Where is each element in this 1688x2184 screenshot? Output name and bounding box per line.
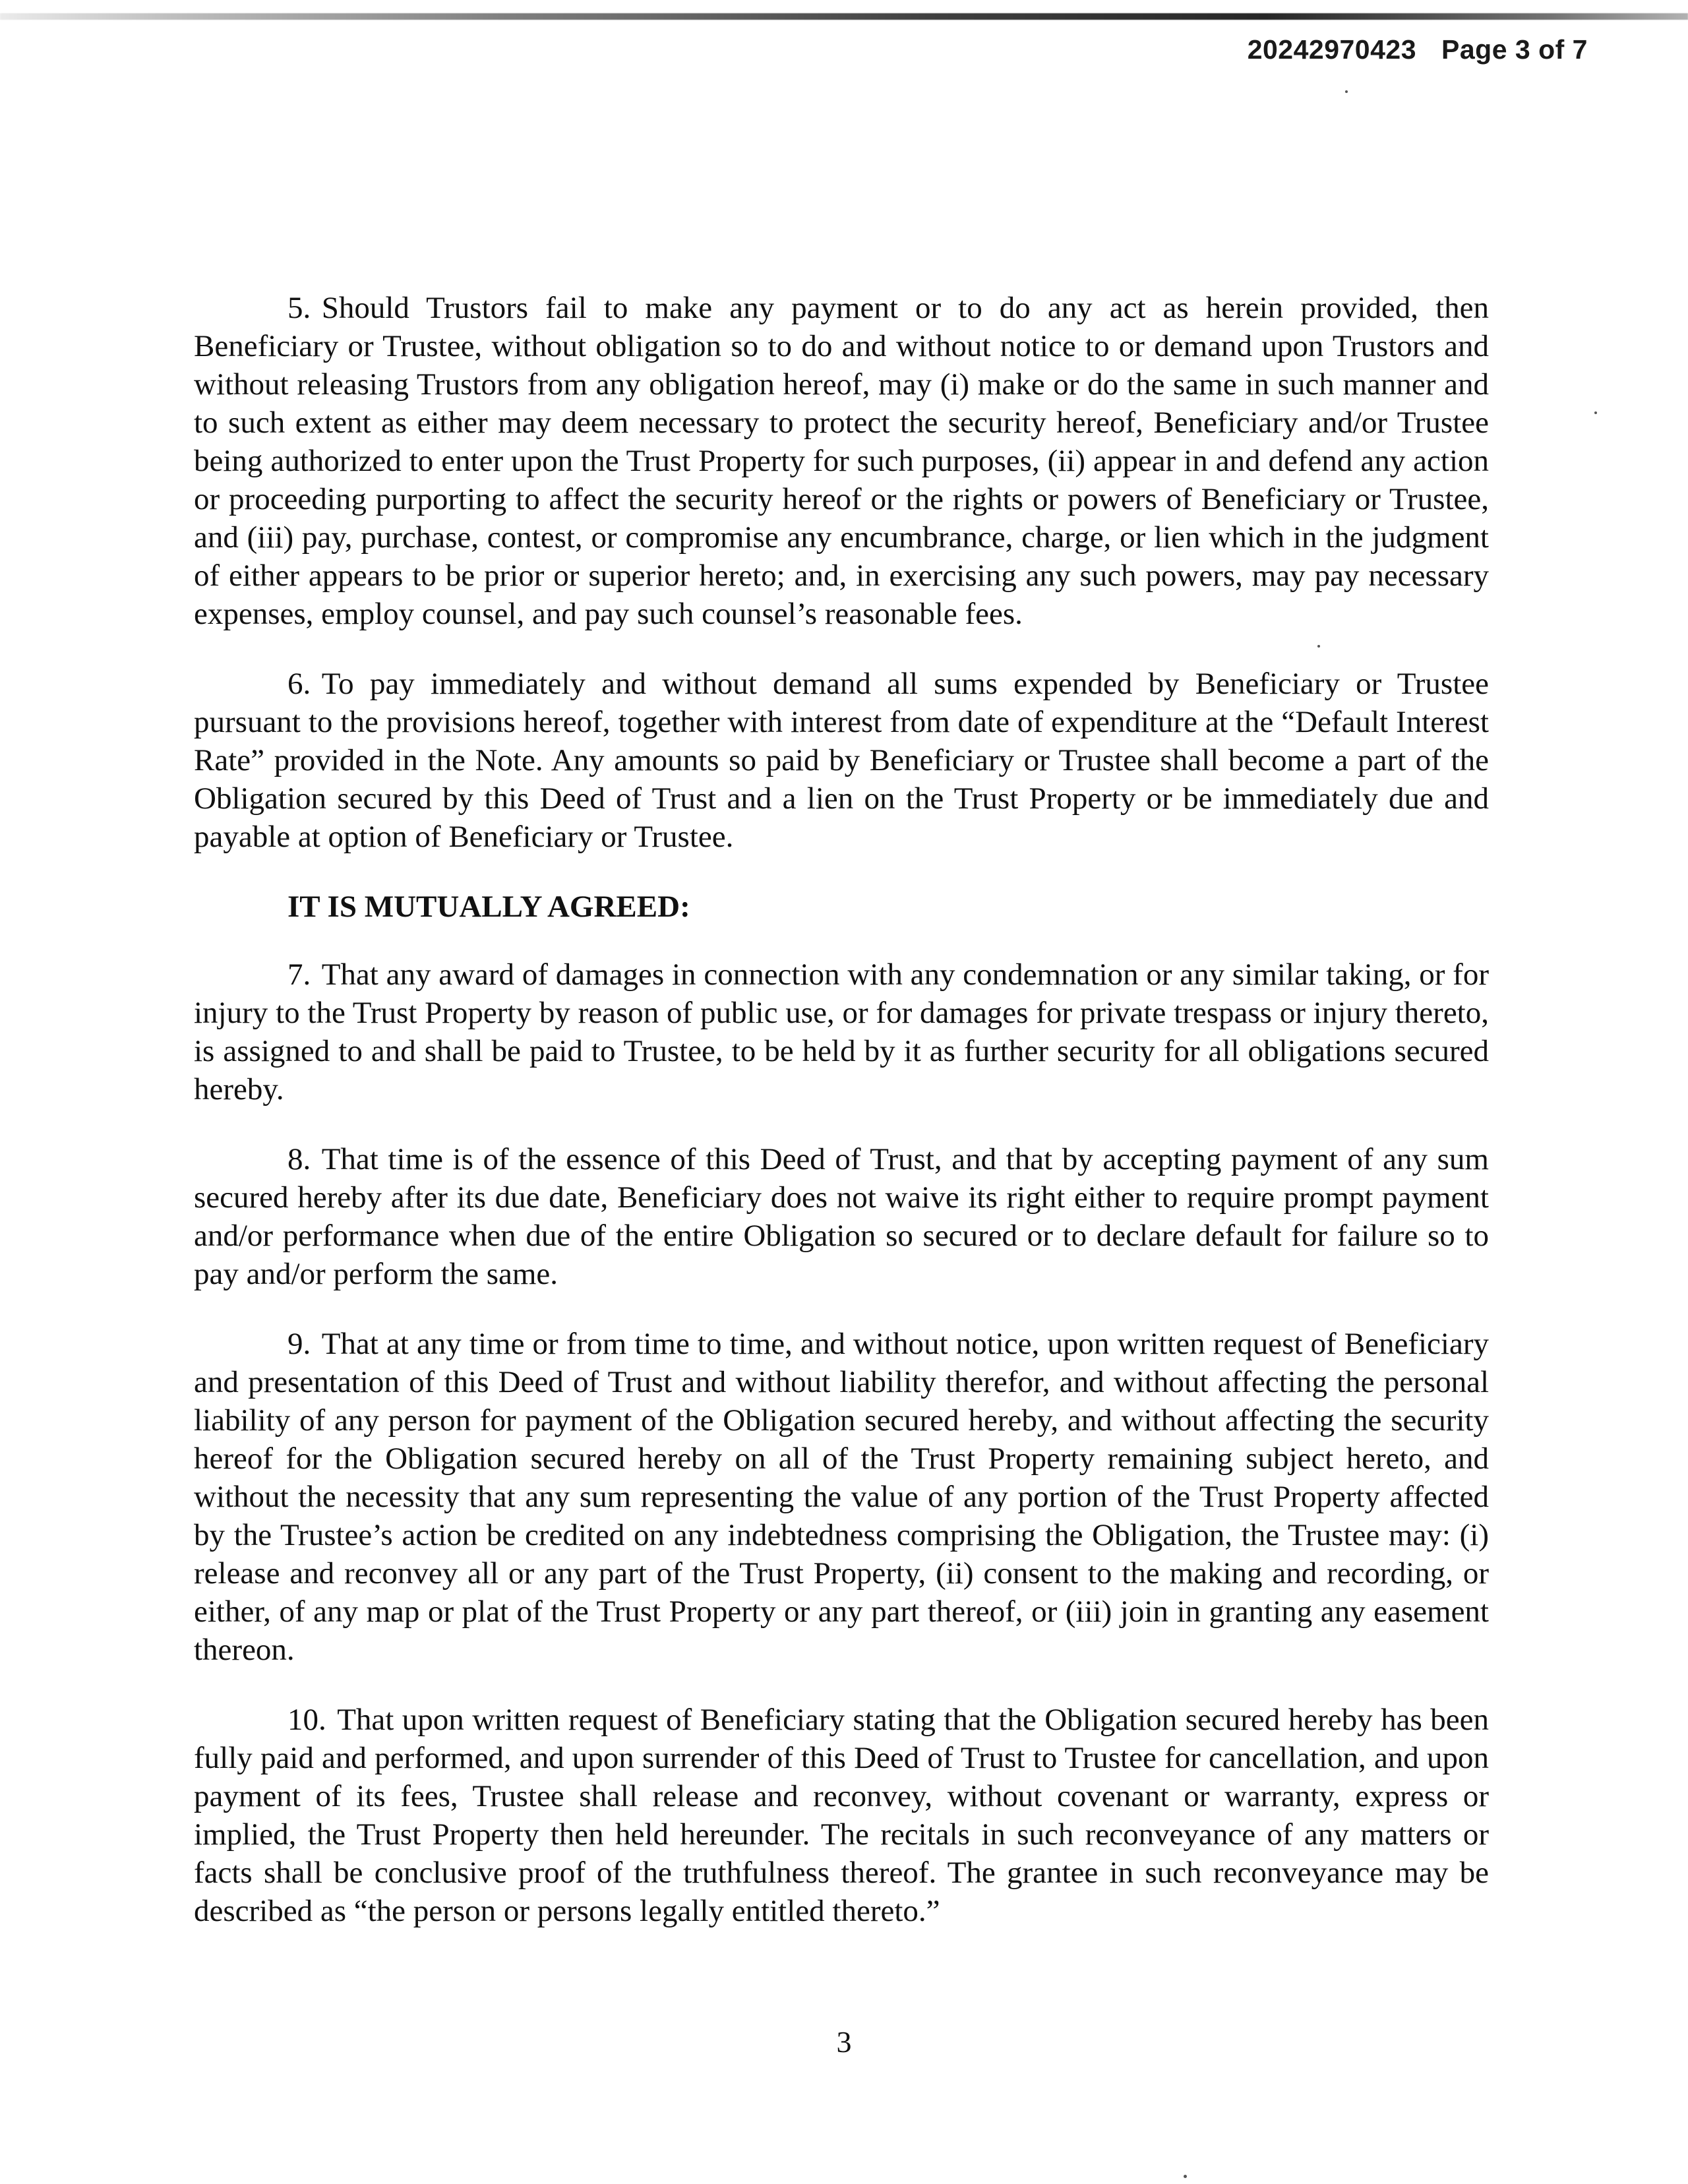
scan-speck: [1317, 645, 1320, 648]
paragraph-8: [194, 1140, 1489, 1293]
paragraph-7: [194, 956, 1489, 1108]
paragraph-number: 5.: [287, 291, 311, 325]
scan-speck: [1184, 2175, 1187, 2178]
paragraph-number: 10.: [287, 1703, 326, 1737]
paragraph-number: 7.: [287, 957, 311, 992]
paragraph-text: To pay immediately and without demand all sums expended by Beneficiary or Trustee pursuant to the provisions hereof, together with interest from date of expenditure at the “Default Interest Rate” provided in the Note. Any amounts so paid by Beneficiary or Trustee shall become a part of the Obligation secured by this Deed of Trust and a lien on the Trust Property or be immediately due and payable at option of Beneficiary or Trustee.: [194, 667, 1489, 854]
paragraph-9: [194, 1325, 1489, 1669]
scan-top-edge: [0, 13, 1688, 20]
paragraph-5: [194, 289, 1489, 633]
section-heading: IT IS MUTUALLY AGREED:: [287, 890, 690, 924]
scan-speck: [1594, 411, 1597, 414]
document-number: 20242970423: [1247, 34, 1417, 65]
paragraph-number: 8.: [287, 1142, 311, 1176]
paragraph-text: Should Trustors fail to make any payment or to do any act as herein provided, then Beneficiary or Trustee, without obligation so to do and without notice to or demand upon Trustors and without releasing Trustors from any obligation hereof, may (i) make or do the same in such manner and to such extent as either may deem necessary to protect the security hereof, Beneficiary and/or Trustee being authorized to enter upon the Trust Property for such purposes, (ii) appear in and defend any action or proceeding purporting to affect the security hereof or the rights or powers of Beneficiary or Trustee, and (iii) pay, purchase, contest, or compromise any encumbrance, charge, or lien which in the judgment of either appears to be prior or superior hereto; and, in exercising any such powers, may pay necessary expenses, employ counsel, and pay such counsel’s reasonable fees.: [194, 291, 1489, 631]
paragraph-10: [194, 1701, 1489, 1930]
paragraph-text: That time is of the essence of this Deed of Trust, and that by accepting payment of any sum secured hereby after its due date, Beneficiary does not waive its right either to require prompt payment and/or performance when due of the entire Obligation so secured or to declare default for failure so to pay and/or perform the same.: [194, 1142, 1489, 1291]
page-number: 3: [836, 2025, 852, 2059]
paragraph-text: That upon written request of Beneficiary stating that the Obligation secured hereby has been fully paid and performed, and upon surrender of this Deed of Trust to Trustee for cancellation, and upon payment of its fees, Trustee shall release and reconvey, without covenant or warranty, express or implied, the Trust Property then held hereunder. The recitals in such reconveyance of any matters or facts shall be conclusive proof of the truthfulness thereof. The grantee in such reconveyance may be described as “the person or persons legally entitled thereto.”: [194, 1703, 1489, 1928]
recording-stamp: [1248, 34, 1588, 65]
scan-speck: [1345, 90, 1348, 93]
paragraph-text: That at any time or from time to time, and without notice, upon written request of Beneficiary and presentation of this Deed of Trust and without liability therefor, and without affecting the personal liability of any person for payment of the Obligation secured hereby, and without affecting the security hereof for the Obligation secured hereby on all of the Trust Property remaining subject hereto, and without the necessity that any sum representing the value of any portion of the Trust Property affected by the Trustee’s action be credited on any indebtedness comprising the Obligation, the Trustee may: (i) release and reconvey all or any part of the Trust Property, (ii) consent to the making and recording, or either, of any map or plat of the Trust Property or any part thereof, or (iii) join in granting any easement thereon.: [194, 1327, 1489, 1667]
paragraph-6: [194, 665, 1489, 856]
paragraph-number: 6.: [287, 667, 311, 701]
page-of-total: Page 3 of 7: [1441, 34, 1588, 65]
paragraph-text: That any award of damages in connection with any condemnation or any similar taking, or for injury to the Trust Property by reason of public use, or for damages for private trespass or injury thereto, is assigned to and shall be paid to Trustee, to be held by it as further security for all obligations secured hereby.: [194, 957, 1489, 1107]
document-body: [194, 289, 1489, 1962]
paragraph-number: 9.: [287, 1327, 311, 1361]
